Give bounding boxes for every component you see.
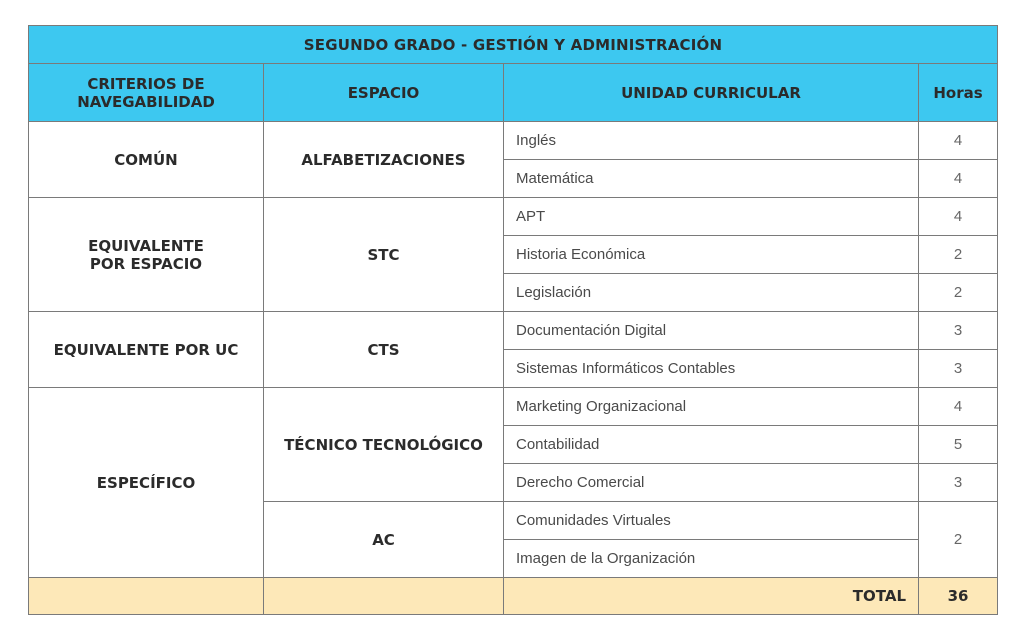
- total-value: 36: [919, 578, 998, 615]
- uc-cell: Comunidades Virtuales: [504, 502, 919, 540]
- horas-cell: 3: [919, 312, 998, 350]
- uc-cell: Contabilidad: [504, 426, 919, 464]
- criterio-line1: EQUIVALENTE: [88, 236, 204, 255]
- horas-cell: 3: [919, 350, 998, 388]
- header-horas: Horas: [919, 64, 998, 122]
- criterio-equivalente-por-uc: EQUIVALENTE POR UC: [29, 312, 264, 388]
- horas-cell: 2: [919, 274, 998, 312]
- total-empty-cell: [29, 578, 264, 615]
- uc-cell: Inglés: [504, 122, 919, 160]
- total-row: [29, 578, 998, 615]
- uc-cell: Sistemas Informáticos Contables: [504, 350, 919, 388]
- espacio-alfabetizaciones: ALFABETIZACIONES: [264, 122, 504, 198]
- espacio-ac: AC: [264, 502, 504, 578]
- uc-cell: APT: [504, 198, 919, 236]
- horas-cell: 5: [919, 426, 998, 464]
- espacio-stc: STC: [264, 198, 504, 312]
- criterio-line2: POR ESPACIO: [89, 254, 203, 273]
- curriculum-table: [28, 25, 998, 615]
- uc-cell: Imagen de la Organización: [504, 540, 919, 578]
- horas-cell: 4: [919, 122, 998, 160]
- total-label: TOTAL: [504, 578, 919, 615]
- uc-cell: Legislación: [504, 274, 919, 312]
- horas-cell: 4: [919, 388, 998, 426]
- table-title: SEGUNDO GRADO - GESTIÓN Y ADMINISTRACIÓN: [29, 26, 998, 64]
- criterio-especifico: ESPECÍFICO: [29, 388, 264, 578]
- criterio-equivalente-por-espacio: [29, 198, 264, 312]
- uc-cell: Derecho Comercial: [504, 464, 919, 502]
- header-criterios-line2: NAVEGABILIDAD: [77, 92, 215, 111]
- uc-cell: Matemática: [504, 160, 919, 198]
- header-criterios-line1: CRITERIOS DE: [87, 74, 205, 93]
- uc-cell: Documentación Digital: [504, 312, 919, 350]
- header-unidad-curricular: UNIDAD CURRICULAR: [504, 64, 919, 122]
- header-row: [29, 64, 998, 122]
- espacio-cts: CTS: [264, 312, 504, 388]
- table-row: [29, 122, 998, 160]
- table-row: [29, 388, 998, 426]
- table-row: [29, 312, 998, 350]
- horas-cell: 3: [919, 464, 998, 502]
- criterio-comun: COMÚN: [29, 122, 264, 198]
- total-empty-cell: [264, 578, 504, 615]
- header-espacio: ESPACIO: [264, 64, 504, 122]
- horas-cell: 4: [919, 160, 998, 198]
- espacio-tecnico-tecnologico: TÉCNICO TECNOLÓGICO: [264, 388, 504, 502]
- horas-cell: 2: [919, 502, 998, 578]
- header-criterios: [29, 64, 264, 122]
- horas-cell: 4: [919, 198, 998, 236]
- table-row: [29, 198, 998, 236]
- uc-cell: Historia Económica: [504, 236, 919, 274]
- horas-cell: 2: [919, 236, 998, 274]
- uc-cell: Marketing Organizacional: [504, 388, 919, 426]
- title-row: [29, 26, 998, 64]
